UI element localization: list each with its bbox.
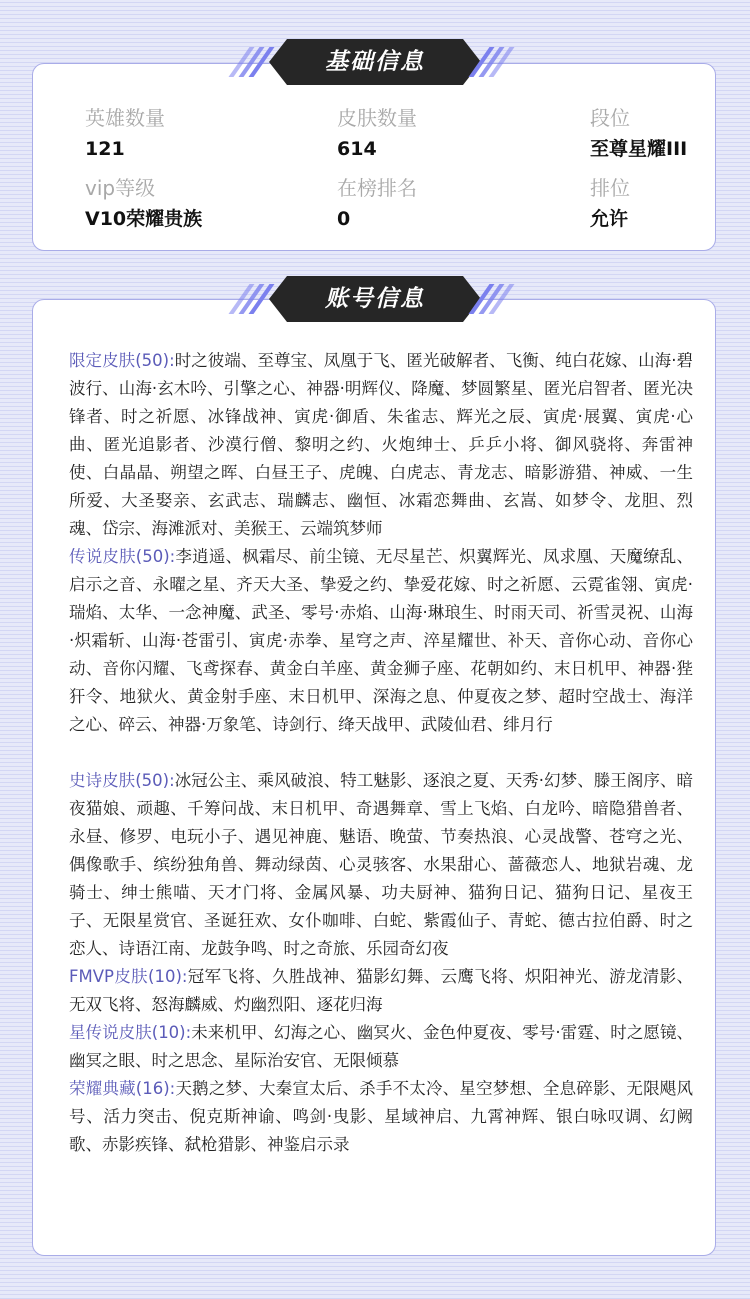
stat-hero-count xyxy=(85,104,165,163)
skin-group-fmvp xyxy=(69,963,693,1019)
stat-vip-level xyxy=(85,174,202,233)
skin-category-label: 荣耀典藏(16): xyxy=(69,1079,176,1098)
account-info-card xyxy=(32,299,716,1256)
skin-category-label: 星传说皮肤(10): xyxy=(69,1023,192,1042)
stat-ranked-allowed xyxy=(590,174,630,233)
stat-skin-count xyxy=(337,104,417,163)
skin-group-legend xyxy=(69,543,693,739)
stripe-decoration-icon xyxy=(475,47,515,77)
stat-value: 允许 xyxy=(590,208,629,230)
skin-items: 天鹅之梦、大秦宣太后、杀手不太冷、星空梦想、全息碎影、无限飓风号、活力突击、倪克斯神谕、鸣剑·曳影、星域神启、九霄神辉、银白咏叹调、幻阙歌、赤影疾锋、弑枪猎影、神鉴启示录 xyxy=(69,1079,694,1154)
basic-info-card xyxy=(32,63,716,251)
stat-label: 英雄数量 xyxy=(85,106,165,130)
skin-category-label: 传说皮肤(50): xyxy=(69,547,176,566)
stat-rank-tier xyxy=(590,104,687,163)
skin-list xyxy=(69,347,693,1159)
stat-label: vip等级 xyxy=(85,176,156,200)
stat-value: V10荣耀贵族 xyxy=(85,208,203,230)
stat-value: 0 xyxy=(337,208,351,230)
stat-label: 排位 xyxy=(590,176,630,200)
skin-items: 冠军飞将、久胜战神、猫影幻舞、云鹰飞将、炽阳神光、游龙清影、无双飞将、怒海麟威、灼幽烈阳、逐花归海 xyxy=(69,967,693,1014)
stat-label: 在榜排名 xyxy=(337,176,417,200)
skin-group-limited xyxy=(69,347,693,543)
skin-group-collection xyxy=(69,1075,693,1159)
skin-category-label: FMVP皮肤(10): xyxy=(69,967,188,986)
stat-label: 皮肤数量 xyxy=(337,106,417,130)
skin-category-label: 限定皮肤(50): xyxy=(69,351,175,370)
stripe-decoration-icon xyxy=(475,284,515,314)
skin-items: 冰冠公主、乘风破浪、特工魅影、逐浪之夏、天秀·幻梦、滕王阁序、暗夜猫娘、顽趣、千筹问战、末日机甲、奇遇舞章、雪上飞焰、白龙吟、暗隐猎兽者、永昼、修罗、电玩小子、遇见神鹿、魅语、晚萤、节奏热浪、心灵战警、苍穹之光、偶像歌手、缤纷独角兽、舞动绿茵、心灵骇客、水果甜心、蔷薇恋人、地狱岩魂、龙骑士、绅士熊喵、天才门将、金属风暴、功夫厨神、猫狗日记、猫狗日记、星夜王子、无限星赏官、圣诞狂欢、女仆咖啡、白蛇、紫霞仙子、青蛇、德古拉伯爵、时之恋人、诗语江南、龙鼓争鸣、时之奇旅、乐园奇幻夜 xyxy=(69,771,693,958)
stat-value: 至尊星耀III xyxy=(590,138,688,160)
section-title: 账号信息 xyxy=(325,286,425,312)
section-title: 基础信息 xyxy=(325,49,425,75)
skin-items: 李逍遥、枫霜尽、前尘镜、无尽星芒、炽翼辉光、凤求凰、天魔缭乱、启示之音、永曜之星、齐天大圣、挚爱之约、挚爱花嫁、时之祈愿、云霓雀翎、寅虎·瑞焰、太华、一念神魔、武圣、零号·赤焰、山海·琳琅生、时雨天司、祈雪灵祝、山海·炽霜斩、山海·苍雷引、寅虎·赤拳、星穹之声、淬星耀世、补天、音你心动、音你心动、音你闪耀、飞鸢探春、黄金白羊座、黄金狮子座、花朝如约、末日机甲、神器·狴犴令、地狱火、黄金射手座、末日机甲、深海之息、仲夏夜之梦、超时空战士、海洋之心、碎云、神器·万象笔、诗剑行、绛天战甲、武陵仙君、绯月行 xyxy=(69,547,694,734)
stat-label: 段位 xyxy=(590,106,630,130)
skin-group-epic xyxy=(69,767,693,963)
skin-group-star-legend xyxy=(69,1019,693,1075)
skin-items: 未来机甲、幻海之心、幽冥火、金色仲夏夜、零号·雷霆、时之愿镜、幽冥之眼、时之思念、星际治安官、无限倾慕 xyxy=(69,1023,693,1070)
account-info-banner xyxy=(269,276,481,322)
stat-leaderboard-rank xyxy=(337,174,417,233)
stat-value: 614 xyxy=(337,138,377,160)
basic-info-banner xyxy=(269,39,481,85)
stat-value: 121 xyxy=(85,138,125,160)
skin-items: 时之彼端、至尊宝、凤凰于飞、匿光破解者、飞衡、纯白花嫁、山海·碧波行、山海·玄木吟、引擎之心、神器·明辉仪、降魔、梦圆繁星、匿光启智者、匿光决锋者、时之祈愿、冰锋战神、寅虎·御盾、朱雀志、辉光之辰、寅虎·展翼、寅虎·心曲、匿光追影者、沙漠行僧、黎明之约、火炮绅士、乒乒小将、御风骁将、奔雷神使、白晶晶、朔望之晖、白昼王子、虎魄、白虎志、青龙志、暗影游猎、神威、一生所爱、大圣娶亲、玄武志、瑞麟志、幽恒、冰霜恋舞曲、玄嵩、如梦令、龙胆、烈魂、岱宗、海滩派对、美猴王、云端筑梦师 xyxy=(69,351,693,538)
skin-category-label: 史诗皮肤(50): xyxy=(69,771,175,790)
